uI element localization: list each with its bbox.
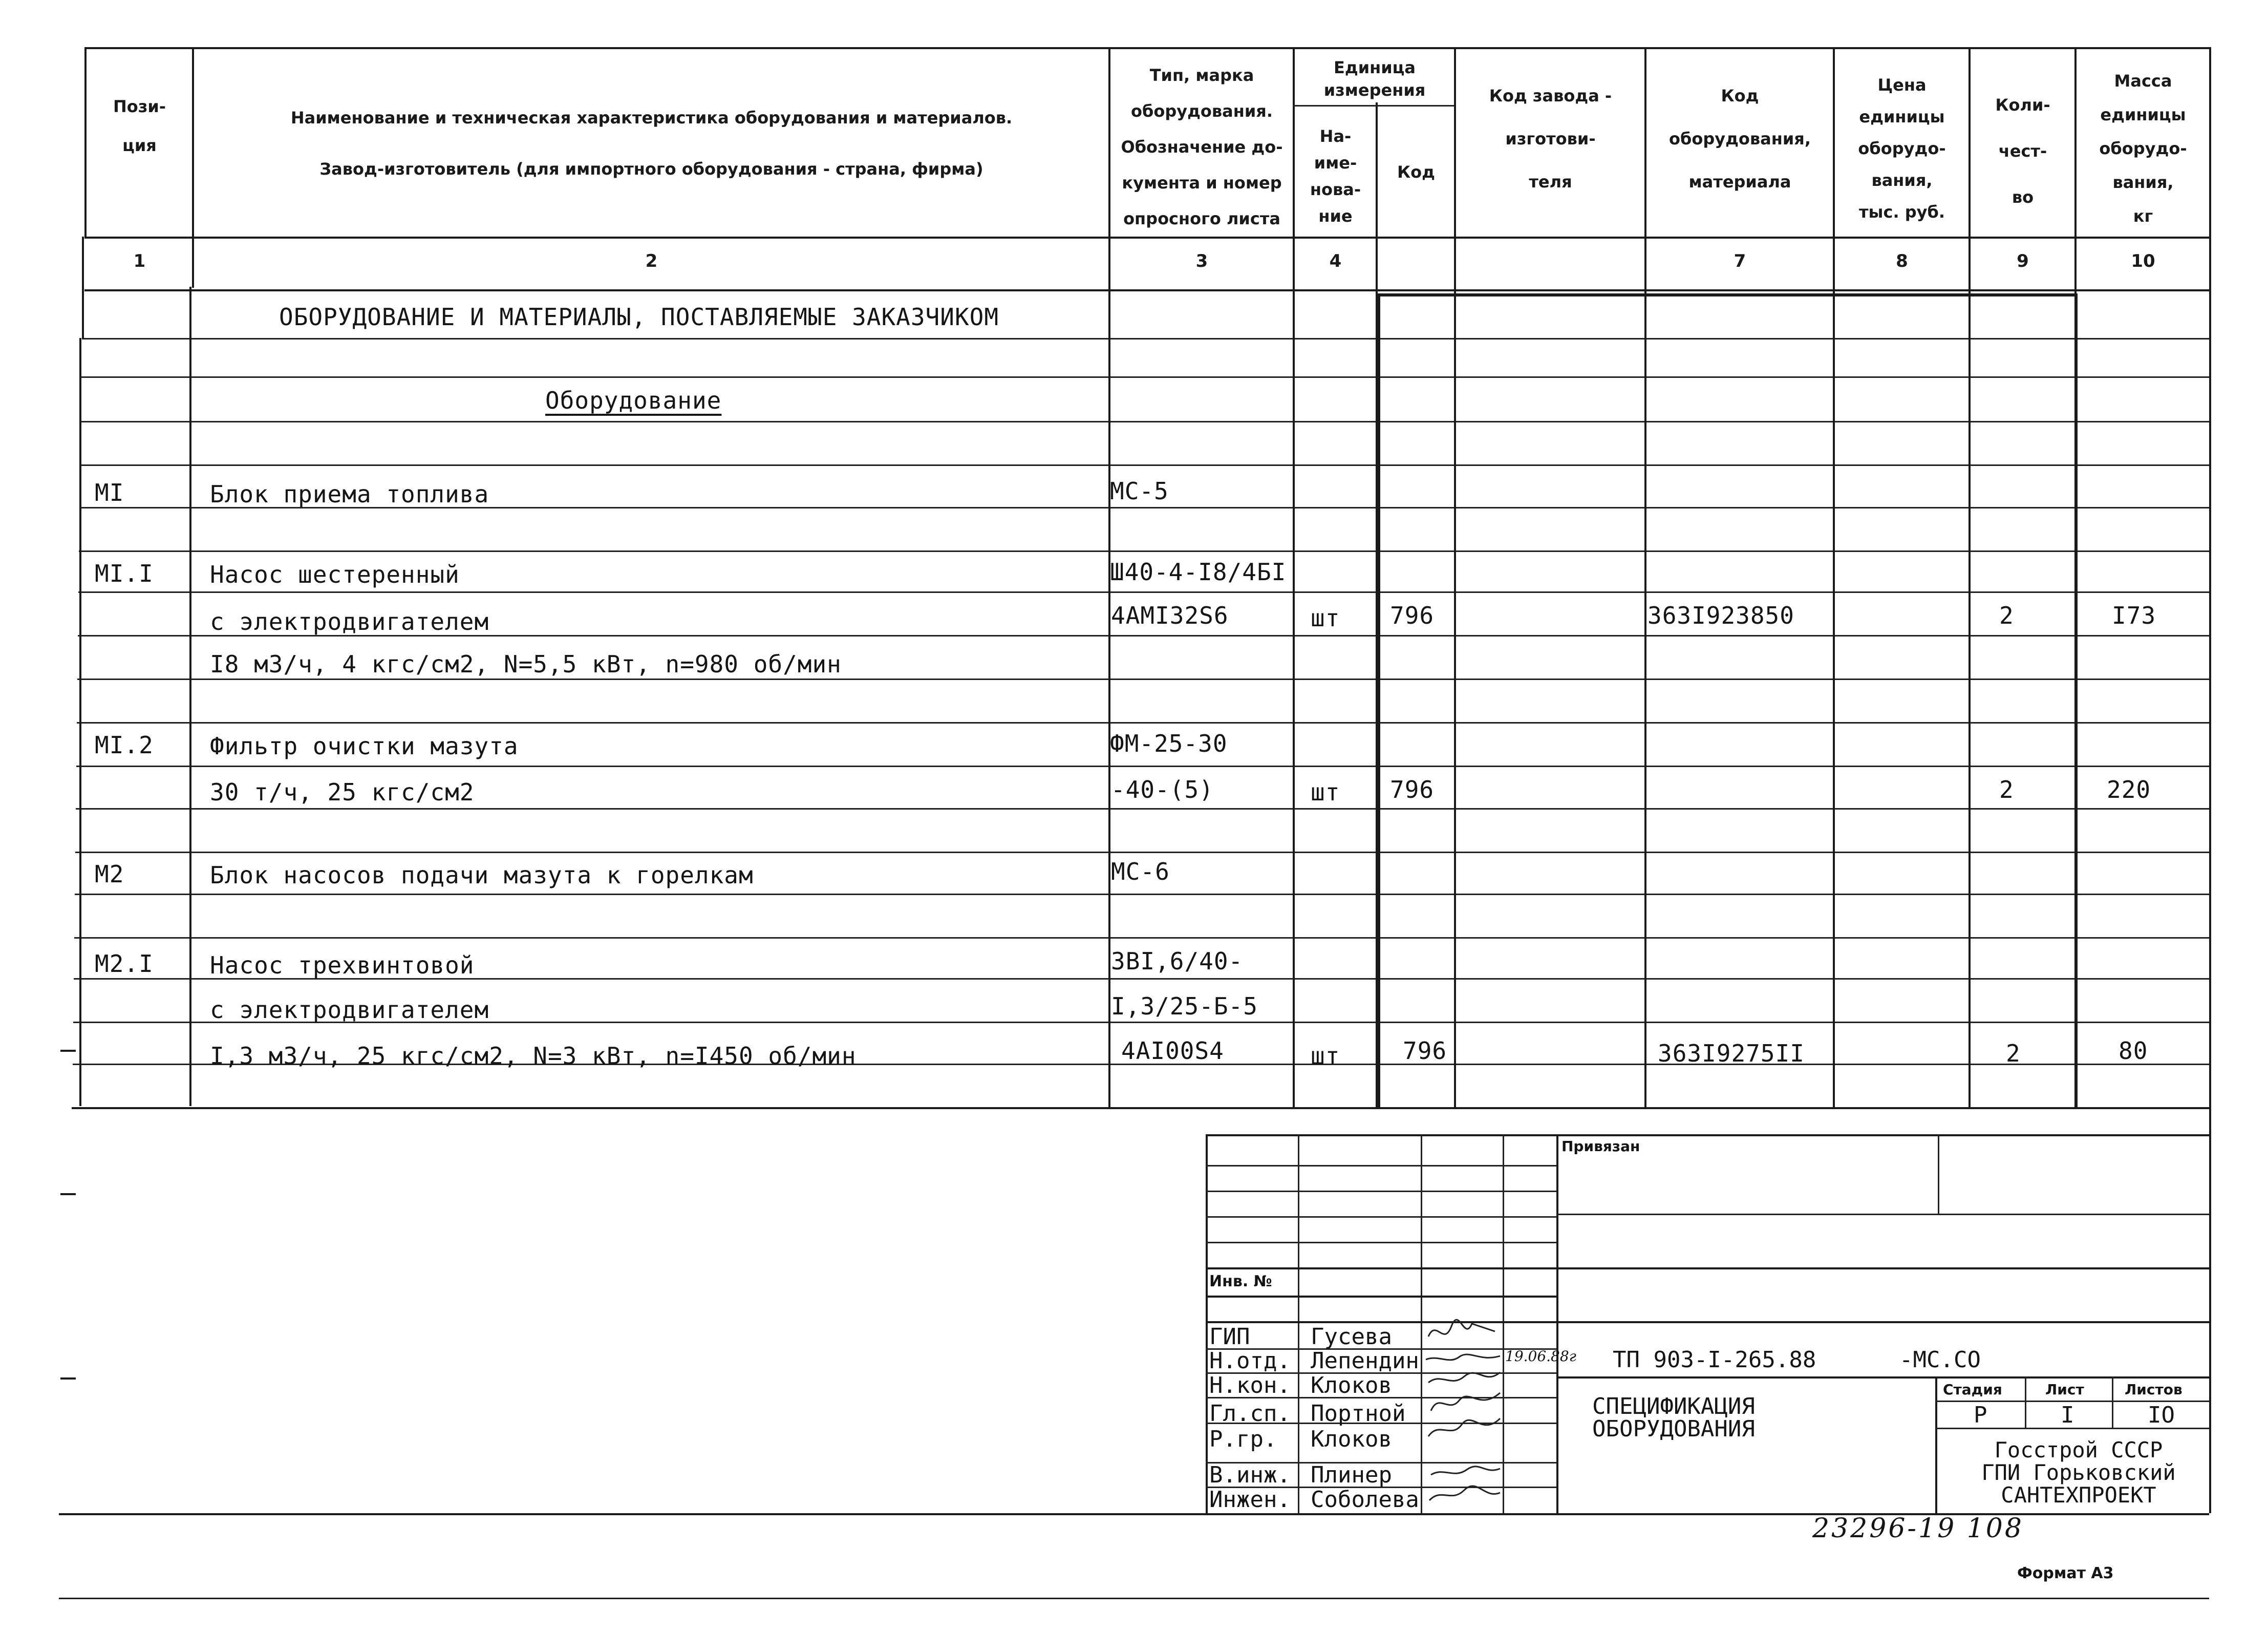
row-name: с электродвигателем — [210, 996, 489, 1024]
row-type: I,3/25-Б-5 — [1111, 992, 1258, 1020]
document-title: СПЕЦИФИКАЦИЯ ОБОРУДОВАНИЯ — [1592, 1393, 1755, 1442]
row-name: Насос шестеренный — [210, 561, 460, 588]
row-type: 4AMI32S6 — [1111, 602, 1229, 629]
header-position — [87, 87, 192, 165]
role-norm-control: Н.кон. — [1209, 1372, 1291, 1398]
row-equipment-code: 363I923850 — [1647, 602, 1794, 629]
row-type: 3BI,6/40- — [1111, 947, 1244, 975]
document-suffix: -МС.СО — [1899, 1347, 1981, 1373]
signatures — [1423, 1316, 1505, 1516]
row-name: с электродвигателем — [210, 608, 489, 635]
header-name-line1: Наименование и техническая характеристика оборудования и материалов. — [290, 108, 1013, 128]
margin-tick — [60, 1193, 76, 1195]
row-code: 796 — [1390, 776, 1435, 803]
row-mass: I73 — [2112, 602, 2156, 629]
row-unit: шт — [1311, 1042, 1340, 1070]
row-type: ФМ-25-30 — [1110, 730, 1228, 757]
row-name: 30 т/ч, 25 кгс/см2 — [210, 778, 475, 806]
header-type: Тип, марка оборудования. Обозначение до- кумента и номер опросного листа — [1121, 66, 1283, 228]
row-equipment-code: 363I9275II — [1658, 1040, 1805, 1067]
stage-label: Стадия — [1943, 1381, 2002, 1398]
row-position: MI — [95, 479, 124, 506]
row-position: MI.I — [95, 560, 154, 587]
row-mass: 220 — [2107, 776, 2151, 803]
sheet-label: Лист — [2045, 1381, 2084, 1398]
organization: Госстрой СССР ГПИ Горьковский САНТЕХПРОЕКТ — [1981, 1437, 2176, 1508]
header-unit-name: На- име- нова- ние — [1310, 126, 1361, 226]
document-code: ТП 903-I-265.88 — [1613, 1347, 1816, 1373]
signature-date: 19.06.88г — [1505, 1348, 1576, 1365]
column-number-4: 4 — [1329, 251, 1342, 271]
row-code: 796 — [1403, 1037, 1447, 1065]
row-quantity: 2 — [2006, 1040, 2021, 1067]
row-type: 4AI00S4 — [1121, 1037, 1224, 1065]
header-price: Цена единицы оборудо- вания, тыс. руб. — [1858, 75, 1946, 222]
format-label: Формат А3 — [2017, 1564, 2114, 1582]
name-gip: Гусева — [1311, 1324, 1392, 1350]
header-manufacturer-code: Код завода - изготови- теля — [1489, 86, 1612, 192]
row-quantity: 2 — [1999, 776, 2014, 803]
role-engineer: Инжен. — [1209, 1487, 1291, 1513]
role-head-dept: Н.отд. — [1209, 1348, 1291, 1374]
sheets-value: IO — [2148, 1402, 2175, 1428]
row-position: M2.I — [95, 950, 154, 978]
column-number-3: 3 — [1195, 251, 1208, 271]
row-type: Ш40-4-I8/4БI — [1110, 558, 1287, 586]
row-name: Фильтр очистки мазута — [210, 732, 519, 760]
role-chief-spec: Гл.сп. — [1209, 1401, 1291, 1427]
row-name: Насос трехвинтовой — [210, 951, 475, 979]
name-lead-engineer: Плинер — [1311, 1462, 1392, 1488]
row-type: МС-6 — [1111, 858, 1170, 885]
row-unit: шт — [1311, 778, 1340, 806]
column-number-1: 1 — [133, 251, 146, 271]
column-number-8: 8 — [1896, 251, 1908, 271]
row-unit: шт — [1311, 604, 1340, 632]
name-head-dept: Лепендин — [1311, 1348, 1419, 1374]
margin-tick — [60, 1050, 76, 1052]
role-lead-engineer: В.инж. — [1209, 1462, 1291, 1488]
sheets-label: Листов — [2125, 1381, 2183, 1398]
header-unit-code: Код — [1397, 162, 1435, 182]
role-gip: ГИП — [1209, 1324, 1250, 1350]
sheet-value: I — [2061, 1402, 2074, 1428]
row-name: I,3 м3/ч, 25 кгс/см2, N=3 кВт, n=I450 об/мин — [210, 1042, 857, 1070]
header-mass: Масса единицы оборудо- вания, кг — [2099, 71, 2187, 226]
row-name: Блок насосов подачи мазута к горелкам — [210, 861, 754, 889]
section-title: ОБОРУДОВАНИЕ И МАТЕРИАЛЫ, ПОСТАВЛЯЕМЫЕ ЗАКАЗЧИКОМ — [279, 303, 999, 331]
header-name — [195, 92, 1108, 195]
header-name-line2: Завод-изготовитель (для импортного оборудования - страна, фирма) — [319, 159, 983, 179]
stage-value: Р — [1974, 1402, 1987, 1428]
role-group-head: Р.гр. — [1209, 1426, 1277, 1452]
handwritten-number: 23296-19 108 — [1812, 1513, 2024, 1544]
column-number-2: 2 — [645, 251, 658, 271]
row-mass: 80 — [2119, 1037, 2148, 1065]
row-name: I8 м3/ч, 4 кгс/см2, N=5,5 кВт, n=980 об/мин — [210, 650, 842, 678]
privyazan-label: Привязан — [1561, 1138, 1640, 1155]
name-group-head: Клоков — [1311, 1426, 1392, 1452]
row-type: -40-(5) — [1111, 776, 1214, 803]
row-code: 796 — [1390, 602, 1435, 629]
row-name: Блок приема топлива — [210, 480, 489, 508]
header-quantity: Коли- чест- во — [1995, 95, 2050, 207]
margin-tick — [60, 1377, 76, 1380]
name-engineer: Соболева — [1311, 1487, 1419, 1513]
row-position: M2 — [95, 860, 124, 888]
column-number-9: 9 — [2017, 251, 2029, 271]
header-unit-group: Единица измерения — [1323, 58, 1426, 100]
inventory-number-label: Инв. № — [1209, 1273, 1272, 1290]
row-position: MI.2 — [95, 731, 154, 759]
column-number-10: 10 — [2131, 251, 2155, 271]
name-chief-spec: Портной — [1311, 1401, 1406, 1427]
name-norm-control: Клоков — [1311, 1372, 1392, 1398]
row-quantity: 2 — [1999, 602, 2014, 629]
header-position-text: Пози- ция — [113, 97, 166, 155]
subsection-title: Оборудование — [545, 387, 722, 414]
column-number-7: 7 — [1734, 251, 1746, 271]
row-type: МС-5 — [1110, 477, 1169, 505]
bottom-rule — [59, 1598, 2209, 1599]
header-equipment-code: Код оборудования, материала — [1669, 86, 1811, 192]
